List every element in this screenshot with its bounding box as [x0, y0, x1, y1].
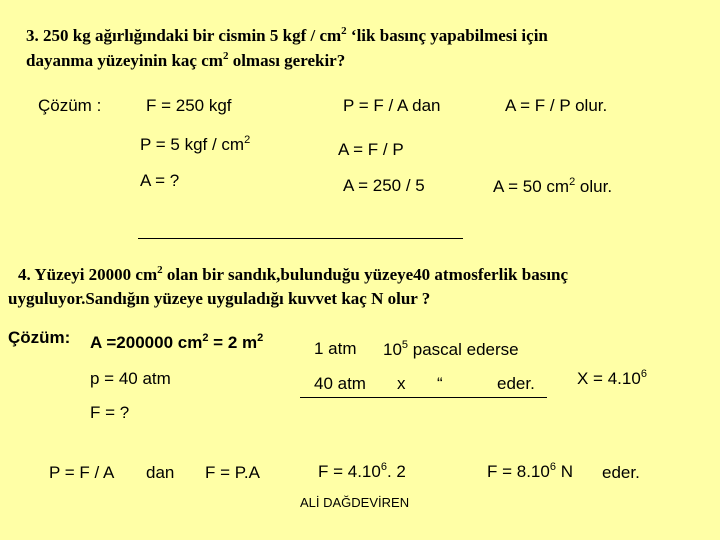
q3-a-unknown: A = ? — [140, 171, 180, 190]
q4-p-given: p = 40 atm — [90, 369, 171, 388]
q3-formula-p: P = F / A dan — [343, 96, 441, 115]
q4-atm40: 40 atm — [314, 374, 366, 393]
q3-calc: A = 250 / 5 — [343, 176, 425, 195]
q4-eder: eder. — [497, 374, 535, 393]
q4-a-given: A =200000 $cm^2 = 2$ $m^2$ — [90, 332, 264, 352]
q4-f-unknown: F = ? — [90, 403, 130, 422]
q3-f-given: F = 250 kgf — [146, 96, 232, 115]
q4-text-line1: 4. Yüzeyi 20000 $cm^2$ olan bir sandık,bulunduğu yüzeye40 atmosferlik basınç — [18, 264, 569, 284]
q4-formula-f: F = P.A — [205, 463, 260, 482]
q3-p-given: P = 5 kgf / $cm^2$ — [140, 134, 251, 154]
q4-dan: dan — [146, 463, 175, 482]
q3-divider — [138, 238, 463, 239]
q4-calc: $F = 4.10^6$. 2 — [318, 461, 406, 481]
q3-cozum-label: Çözüm : — [38, 96, 102, 115]
q4-pascal: $10^5$ pascal ederse — [383, 339, 519, 359]
q4-formula: P = F / A — [49, 463, 115, 482]
q4-cozum-label: Çözüm: — [8, 328, 71, 347]
q3-text-line2: dayanma yüzeyinin kaç $cm^2$ olması gerekir? — [26, 50, 346, 70]
q3-formula-a: A = F / P — [338, 140, 404, 159]
q4-result: $F = 8.10^6$ N — [487, 461, 573, 481]
q4-result-eder: eder. — [602, 463, 640, 482]
q4-text-line2: uyguluyor.Sandığın yüzeye uyguladığı kuvvet kaç N olur ? — [8, 289, 431, 308]
q3-result: A = 50 $cm^2$ olur. — [493, 176, 613, 196]
q4-proportion-divider — [300, 397, 547, 398]
q3-formula-a-olur: A = F / P olur. — [505, 96, 608, 115]
q4-quote: “ — [437, 374, 443, 393]
author-name: ALİ DAĞDEVİREN — [300, 495, 410, 510]
q4-x: x — [397, 374, 406, 393]
q4-x-result: $X = 4.10^6$ — [577, 368, 647, 388]
q4-atm1: 1 atm — [314, 339, 357, 358]
q3-text-line1: 3. 250 kg ağırlığındaki bir cismin 5 kgf / $cm^2$ ‘lik basınç yapabilmesi için — [26, 25, 548, 45]
